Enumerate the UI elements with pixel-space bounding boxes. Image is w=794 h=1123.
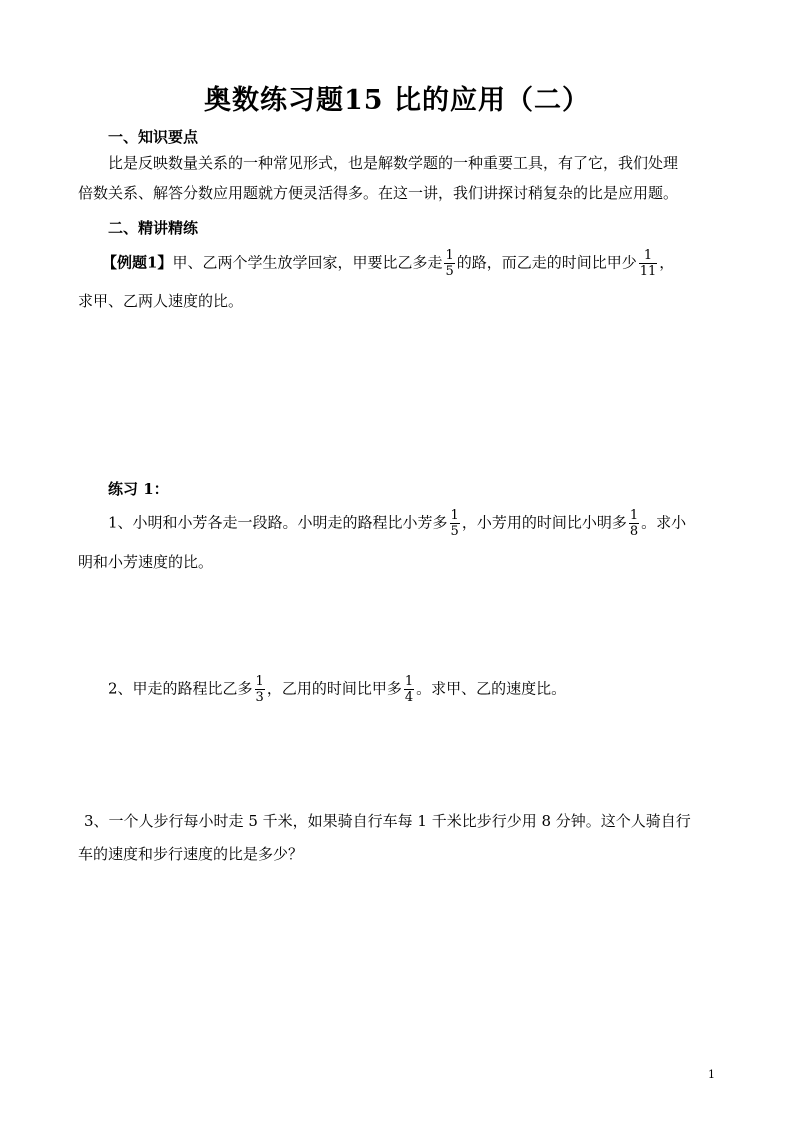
fraction-denominator: 11 bbox=[639, 264, 657, 279]
fraction-one-fourth bbox=[404, 674, 414, 705]
q1-text-c: 。求小 bbox=[641, 513, 687, 532]
q2-text-b: ，乙用的时间比甲多 bbox=[266, 679, 402, 698]
fraction-numerator: 1 bbox=[255, 674, 264, 689]
knowledge-paragraph-line1: 比是反映数量关系的一种常见形式，也是解数学题的一种重要工具，有了它，我们处理 bbox=[108, 154, 679, 172]
fraction-one-fifth bbox=[450, 508, 460, 539]
q1-text-a: 1、小明和小芳各走一段路。小明走的路程比小芳多 bbox=[108, 513, 448, 532]
practice-question-3-line1: 3、一个人步行每小时走 5 千米，如果骑自行车每 1 千米比步行少用 8 分钟。这个人骑自行 bbox=[84, 812, 691, 830]
example-label: 【例题1】 bbox=[102, 253, 173, 272]
practice-question-1 bbox=[108, 508, 686, 539]
q2-text-a: 2、甲走的路程比乙多 bbox=[108, 679, 253, 698]
fraction-one-fifth bbox=[444, 248, 454, 279]
q2-text-c: 。求甲、乙的速度比。 bbox=[416, 679, 567, 698]
example-text-c: ， bbox=[659, 253, 675, 272]
practice-question-1-line2: 明和小芳速度的比。 bbox=[78, 553, 214, 571]
example-1 bbox=[102, 248, 674, 279]
example-text-b: 的路，而乙走的时间比甲少 bbox=[456, 253, 637, 272]
fraction-numerator: 1 bbox=[404, 674, 414, 689]
page-title: 奥数练习题15 比的应用（二） bbox=[204, 85, 590, 116]
fraction-numerator: 1 bbox=[639, 248, 658, 264]
fraction-denominator: 8 bbox=[629, 524, 639, 539]
practice-question-2 bbox=[108, 674, 566, 705]
fraction-one-third bbox=[255, 674, 265, 705]
section-heading-knowledge: 一、知识要点 bbox=[108, 128, 199, 146]
fraction-one-eighth bbox=[629, 508, 639, 539]
knowledge-paragraph-line2: 倍数关系、解答分数应用题就方便灵活得多。在这一讲，我们讲探讨稍复杂的比是应用题。 bbox=[78, 184, 679, 202]
q1-text-b: ，小芳用的时间比小明多 bbox=[461, 513, 627, 532]
fraction-one-eleventh bbox=[639, 248, 658, 279]
fraction-denominator: 5 bbox=[445, 264, 454, 279]
practice-heading: 练习 1： bbox=[108, 480, 169, 498]
example-1-line2: 求甲、乙两人速度的比。 bbox=[78, 292, 244, 310]
fraction-denominator: 4 bbox=[404, 690, 414, 705]
practice-question-3-line2: 车的速度和步行速度的比是多少？ bbox=[78, 845, 304, 863]
fraction-numerator: 1 bbox=[450, 508, 459, 523]
section-heading-practice-explained: 二、精讲精练 bbox=[108, 219, 199, 237]
example-text-a: 甲、乙两个学生放学回家，甲要比乙多走 bbox=[172, 253, 443, 272]
fraction-numerator: 1 bbox=[445, 248, 454, 263]
fraction-numerator: 1 bbox=[629, 508, 639, 523]
page-number: 1 bbox=[708, 1068, 715, 1081]
fraction-denominator: 5 bbox=[450, 524, 459, 539]
fraction-denominator: 3 bbox=[255, 690, 264, 705]
